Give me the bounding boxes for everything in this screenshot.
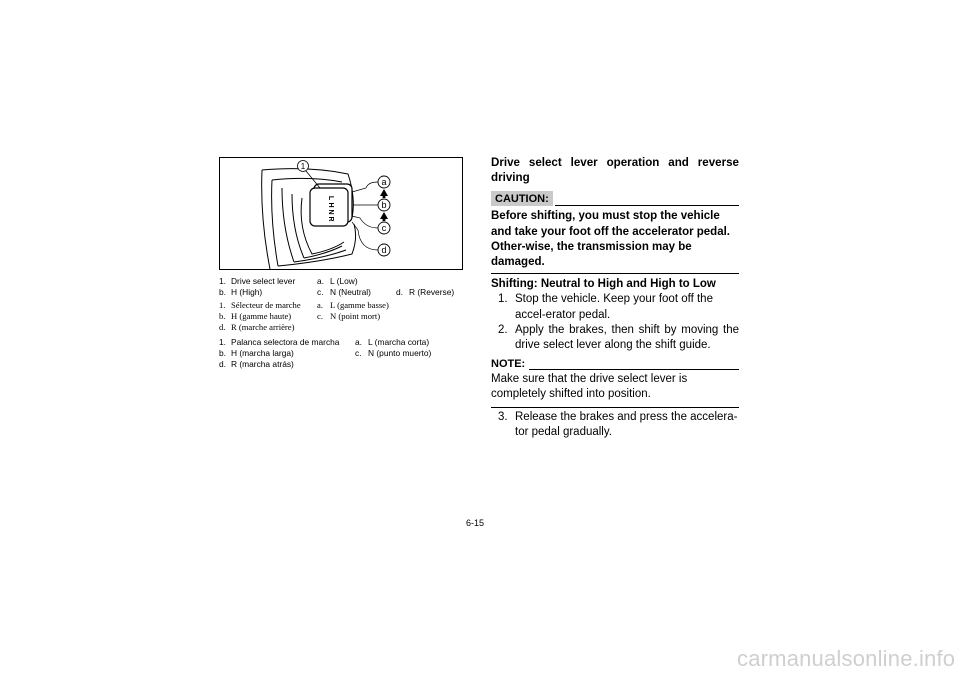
boot-outline	[272, 180, 278, 266]
arrow-up-icon	[380, 189, 388, 196]
caution-header	[491, 189, 739, 206]
note-text: Make sure that the drive select lever is completely shifted into position.	[491, 373, 688, 401]
legend-text: H (gamme haute)	[231, 311, 292, 321]
legend-key: b.	[219, 348, 226, 358]
legend-key: b.	[219, 287, 226, 297]
legend-key: a.	[317, 276, 324, 286]
caution-text: Before shifting, you must stop the vehicle and take your foot off the accelerator pedal. Other-wise, the transmission may be damaged.	[491, 210, 730, 269]
note-end-rule	[491, 407, 739, 408]
legend-text: L (gamme basse)	[330, 300, 389, 310]
legend-text: Drive select lever	[231, 276, 296, 286]
legend-text: N (Neutral)	[330, 287, 371, 297]
legend-key: d.	[396, 287, 403, 297]
legend-text: N (punto muerto)	[368, 348, 432, 358]
drive-select-lever-figure	[219, 157, 463, 270]
step-text: Apply the brakes, then shift by moving the drive select lever along the shift guide.	[515, 323, 739, 352]
legend-text: L (Low)	[330, 276, 358, 286]
callout-a: a	[381, 177, 387, 187]
caution-end-rule	[491, 273, 739, 274]
legend-key: d.	[219, 359, 226, 369]
leader-line	[352, 216, 378, 228]
step-number: 2.	[498, 323, 508, 336]
boot-outline	[262, 170, 270, 269]
subheading: Shifting: Neutral to High and High to Low	[491, 278, 716, 291]
legend-text: R (Reverse)	[409, 287, 455, 297]
note-label: NOTE:	[491, 358, 526, 371]
boot-outline	[304, 246, 342, 258]
legend-text: Sélecteur de marche	[231, 300, 301, 310]
legend-key: 1.	[219, 337, 226, 347]
legend-text: H (High)	[231, 287, 263, 297]
legend-text: N (point mort)	[330, 311, 381, 321]
legend-key: c.	[317, 287, 324, 297]
legend-key: c.	[317, 311, 323, 321]
leader-line	[352, 182, 378, 192]
callout-d: d	[381, 245, 387, 255]
legend-text: R (marche arrière)	[231, 322, 295, 332]
legend-key: b.	[219, 311, 226, 321]
guide-label: L	[327, 195, 334, 201]
legend-key: 1.	[219, 300, 226, 310]
legend-key: d.	[219, 322, 226, 332]
caution-rule	[555, 205, 739, 206]
watermark-text: carmanualsonline.info	[737, 646, 956, 671]
callout-c: c	[381, 223, 387, 233]
step-text: Stop the vehicle. Keep your foot off the accel-erator pedal.	[515, 293, 713, 321]
legend-key: a.	[317, 300, 323, 310]
legend-key: c.	[355, 348, 362, 358]
section-title: Drive select lever operation and reverse driving	[491, 156, 739, 185]
arrow-up-icon	[383, 218, 386, 221]
arrow-up-icon	[380, 212, 388, 219]
boot-outline	[278, 224, 356, 266]
legend-key: a.	[355, 337, 362, 347]
legend-text: L (marcha corta)	[368, 337, 430, 347]
callout-b: b	[381, 200, 387, 210]
legend-text: R (marcha atrás)	[231, 359, 294, 369]
step-number: 1.	[498, 293, 508, 306]
leader-line	[306, 171, 320, 188]
step-number: 3.	[498, 410, 508, 423]
instruction-column	[491, 155, 739, 440]
arrow-up-icon	[383, 195, 386, 198]
note-header	[491, 357, 739, 372]
step-item	[491, 292, 739, 322]
guide-label: R	[327, 216, 334, 222]
lever-illustration	[220, 158, 462, 269]
legend-text: Palanca selectora de marcha	[231, 337, 340, 347]
legend-key: 1.	[219, 276, 226, 286]
step-item	[491, 323, 739, 353]
callout-1: 1	[300, 162, 306, 171]
guide-label: H	[327, 202, 334, 208]
step-item	[491, 410, 739, 440]
legend-text: H (marcha larga)	[231, 348, 294, 358]
caution-badge: CAUTION:	[491, 191, 553, 206]
guide-label: N	[327, 209, 334, 215]
boot-outline	[272, 178, 342, 182]
note-rule	[529, 369, 739, 370]
page-number: 6-15	[466, 518, 485, 528]
step-text: Release the brakes and press the accelera-tor pedal gradually.	[515, 410, 738, 438]
